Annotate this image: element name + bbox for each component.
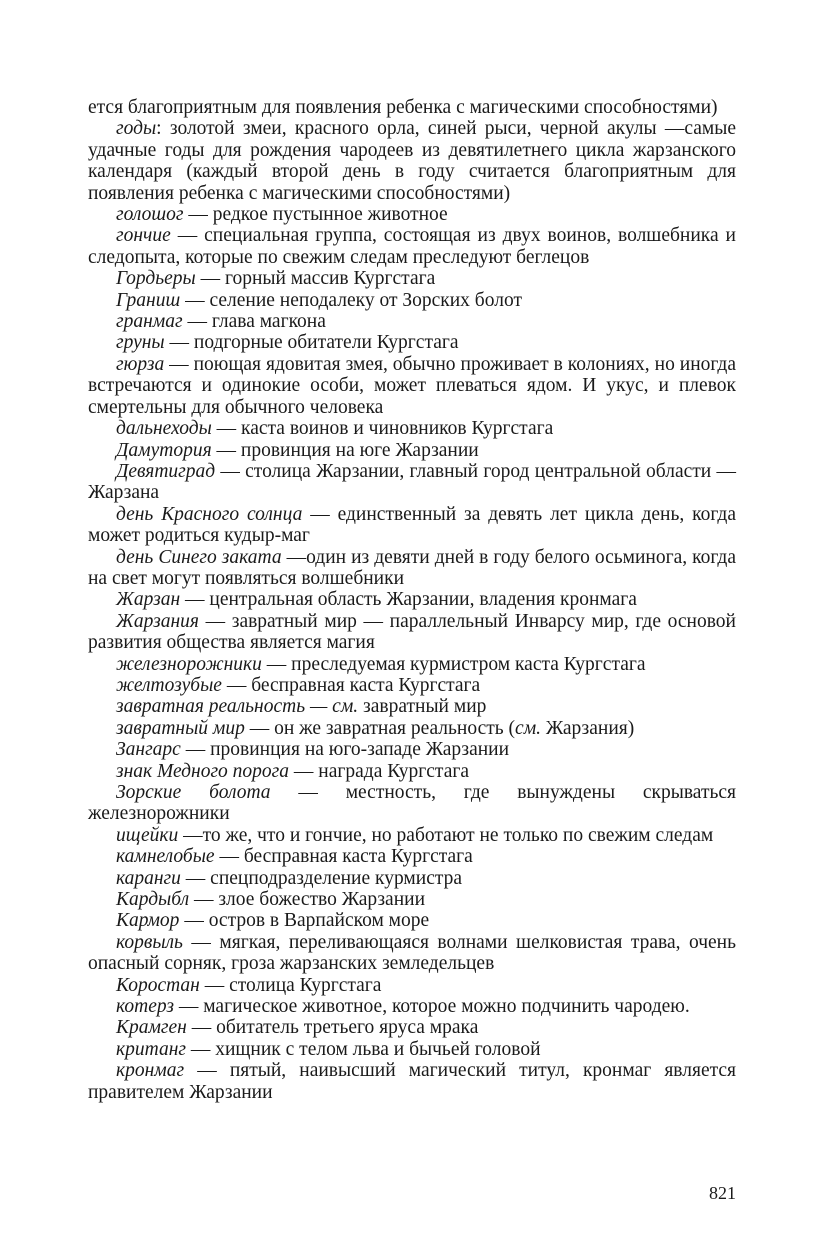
glossary-entry: [88, 846, 736, 867]
glossary-term: каранги: [116, 867, 181, 889]
glossary-term: Зангарс: [116, 739, 181, 761]
glossary-entry: [88, 782, 736, 825]
glossary-entry: [88, 225, 736, 268]
glossary-entry: [88, 504, 736, 547]
glossary-entry: [88, 204, 736, 225]
glossary-entry: [88, 1060, 736, 1103]
glossary-definition: — поющая ядовитая змея, обычно проживает в колониях, но иногда встречаются и одинокие особи, может плеваться ядом. И укус, и плевок смертельны для обычного человека: [88, 353, 736, 418]
glossary-term: груны: [116, 332, 165, 354]
glossary-definition: — столица Кургстага: [199, 974, 382, 996]
glossary-entry: [88, 739, 736, 760]
glossary-term: Жарзания: [116, 610, 199, 632]
glossary-definition: Жарзания): [541, 717, 635, 739]
dictionary-page: [88, 97, 736, 1103]
glossary-definition: — спецподразделение курмистра: [180, 867, 463, 889]
glossary-term: гюрза: [116, 353, 165, 375]
glossary-term: камнелобые: [116, 846, 215, 868]
glossary-definition: — центральная область Жарзании, владения кронмага: [180, 589, 637, 611]
glossary-entry: [88, 932, 736, 975]
glossary-term: желтозубые: [116, 674, 222, 696]
glossary-definition: завратный мир: [358, 696, 487, 718]
glossary-term: голошог: [116, 204, 184, 226]
glossary-term: см.: [515, 717, 542, 739]
glossary-definition: ется благоприятным для появления ребенка с магическими способностями): [88, 97, 718, 118]
glossary-definition: — преследуемая курмистром каста Кургстага: [261, 653, 646, 675]
glossary-term: Дамутория: [116, 439, 212, 461]
glossary-definition: — специальная группа, состоящая из двух воинов, волшебника и следопыта, которые по свежим следам преследуют беглецов: [88, 225, 736, 268]
glossary-entry: [88, 611, 736, 654]
glossary-entry: [88, 910, 736, 931]
glossary-term: день Синего заката: [116, 546, 282, 568]
glossary-definition: — пятый, наивысший магический титул, кронмаг является правителем Жарзании: [88, 1060, 736, 1103]
glossary-term: день Красного солнца: [116, 503, 303, 525]
glossary-definition: — столица Жарзании, главный город центральной области — Жарзана: [88, 460, 736, 504]
glossary-definition: — провинция на юго-западе Жарзании: [180, 739, 510, 761]
glossary-entry: [88, 311, 736, 332]
glossary-entry: [88, 889, 736, 910]
glossary-entry: [88, 440, 736, 461]
glossary-definition: — горный массив Кургстага: [195, 268, 436, 290]
glossary-entry: [88, 825, 736, 846]
glossary-entry: [88, 461, 736, 504]
glossary-entry: [88, 868, 736, 889]
glossary-term: корвыль: [116, 931, 183, 953]
glossary-term: котерз: [116, 996, 174, 1018]
glossary-definition: — редкое пустынное животное: [183, 204, 448, 226]
glossary-entry: [88, 589, 736, 610]
glossary-definition: — каста воинов и чиновников Кургстага: [211, 418, 554, 440]
glossary-entry: [88, 975, 736, 996]
glossary-entry: [88, 1017, 736, 1038]
glossary-definition: — злое божество Жарзании: [189, 889, 426, 911]
glossary-term: кронмаг: [116, 1060, 185, 1082]
glossary-term: Крамген: [116, 1017, 187, 1039]
glossary-definition: : золотой змеи, красного орла, синей рыси, черной акулы —самые удачные годы для рождения чародеев из девятилетнего цикла жарзанского календаря (каждый второй день в году считается благоприятным для появления ребенка с магическими способностями): [88, 118, 736, 204]
glossary-definition: — остров в Варпайском море: [179, 910, 430, 932]
glossary-entry: [88, 418, 736, 439]
glossary-definition: — награда Кургстага: [289, 760, 470, 782]
glossary-term: завратная реальность — см.: [116, 696, 359, 718]
glossary-term: кританг: [116, 1038, 186, 1060]
glossary-entry: [88, 675, 736, 696]
glossary-term: Жарзан: [116, 589, 181, 611]
glossary-entry: [88, 1039, 736, 1060]
glossary-definition: — он же завратная реальность (: [244, 717, 516, 739]
glossary-term: Граниш: [116, 289, 181, 311]
glossary-definition: — единственный за девять лет цикла день, когда может родиться кудыр-маг: [88, 503, 736, 547]
glossary-term: ищейки: [116, 824, 179, 846]
glossary-definition: — глава магкона: [182, 311, 326, 333]
glossary-entry: [88, 761, 736, 782]
glossary-definition: — хищник с телом льва и бычьей головой: [185, 1038, 541, 1060]
glossary-term: Коростан: [116, 974, 200, 996]
glossary-term: дальнеходы: [116, 418, 212, 440]
glossary-definition: — провинция на юге Жарзании: [211, 439, 479, 461]
glossary-entry: [88, 268, 736, 289]
glossary-term: гончие: [116, 225, 171, 247]
glossary-entry: [88, 654, 736, 675]
glossary-definition: — подгорные обитатели Кургстага: [164, 332, 459, 354]
glossary-entry: [88, 290, 736, 311]
glossary-term: Кардыбл: [116, 889, 190, 911]
glossary-definition: — обитатель третьего яруса мрака: [186, 1017, 479, 1039]
glossary-definition: —один из девяти дней в году белого осьминога, когда на свет могут появляться волшебники: [88, 546, 736, 589]
glossary-term: гранмаг: [116, 311, 183, 333]
glossary-term: завратный мир: [116, 717, 245, 739]
glossary-definition: — завратный мир — параллельный Инварсу мир, где основой развития общества является магия: [88, 610, 736, 654]
glossary-definition: — бесправная каста Кургстага: [214, 846, 473, 868]
glossary-entry: [88, 332, 736, 353]
glossary-entry: [88, 97, 736, 118]
glossary-entry: [88, 718, 736, 739]
glossary-entry: [88, 354, 736, 418]
glossary-definition: — местность, где вынуждены скрываться железнорожники: [88, 782, 736, 825]
glossary-entry: [88, 547, 736, 590]
glossary-term: Гордьеры: [116, 268, 196, 290]
glossary-entry: [88, 996, 736, 1017]
page-number: 821: [709, 1183, 736, 1203]
glossary-term: Зорские болота: [116, 782, 271, 803]
glossary-entry: [88, 696, 736, 717]
glossary-definition: —то же, что и гончие, но работают не только по свежим следам: [178, 824, 714, 846]
glossary-term: Девятиград: [116, 460, 216, 482]
glossary-entry: [88, 118, 736, 204]
glossary-term: Кармор: [116, 910, 180, 932]
glossary-term: железнорожники: [116, 653, 262, 675]
glossary-definition: — мягкая, переливающаяся волнами шелковистая трава, очень опасный сорняк, гроза жарзанских земледельцев: [88, 931, 736, 975]
glossary-definition: — бесправная каста Кургстага: [221, 674, 481, 696]
glossary-definition: — селение неподалеку от Зорских болот: [180, 289, 522, 311]
glossary-definition: — магическое животное, которое можно подчинить чародею.: [173, 996, 690, 1018]
glossary-term: годы: [116, 118, 157, 140]
glossary-term: знак Медного порога: [116, 760, 290, 782]
